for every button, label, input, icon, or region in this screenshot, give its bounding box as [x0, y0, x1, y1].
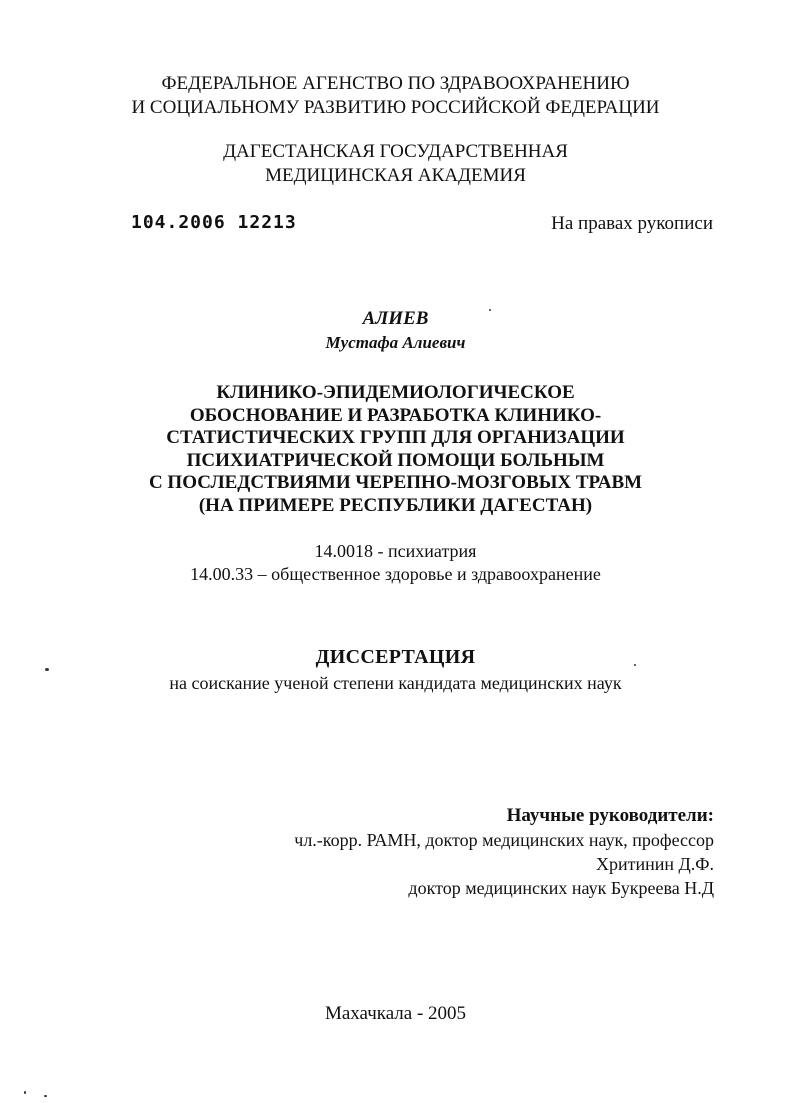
specialty-line: 14.0018 - психиатрия: [314, 541, 477, 561]
author-surname: АЛИЕВ: [362, 308, 429, 329]
rights-note: На правах рукописи: [551, 213, 713, 234]
scan-speck: [24, 1091, 26, 1094]
supervisor-line: Хритинин Д.Ф.: [595, 854, 714, 874]
dissertation-heading: ДИССЕРТАЦИЯ: [315, 646, 476, 668]
academy-line-1: ДАГЕСТАНСКАЯ ГОСУДАРСТВЕННАЯ: [223, 141, 568, 162]
author-name: Мустафа Алиевич: [325, 333, 466, 352]
author-block: [0, 306, 791, 354]
scan-speck: [634, 664, 636, 666]
title-line: ОБОСНОВАНИЕ И РАЗРАБОТКА КЛИНИКО-: [189, 404, 602, 426]
registration-number: 104.2006 12213: [131, 212, 297, 233]
dissertation-block: [0, 644, 791, 696]
dissertation-title: [0, 382, 791, 517]
supervisor-line: доктор медицинских наук Букреева Н.Д: [408, 878, 714, 898]
scan-speck: [489, 309, 491, 311]
footer-block: [0, 1002, 791, 1026]
title-line: (НА ПРИМЕРЕ РЕСПУБЛИКИ ДАГЕСТАН): [198, 494, 593, 516]
academy-line-2: МЕДИЦИНСКАЯ АКАДЕМИЯ: [265, 165, 526, 186]
dissertation-purpose: на соискание ученой степени кандидата медицинских наук: [169, 673, 622, 693]
supervisors-heading: Научные руководители:: [506, 805, 714, 826]
title-line: СТАТИСТИЧЕСКИХ ГРУПП ДЛЯ ОРГАНИЗАЦИИ: [166, 427, 625, 448]
specialties-block: [0, 540, 791, 586]
title-line: КЛИНИКО-ЭПИДЕМИОЛОГИЧЕСКОЕ: [216, 382, 575, 403]
scan-speck: [45, 668, 49, 671]
title-line: ПСИХИАТРИЧЕСКОЙ ПОМОЩИ БОЛЬНЫМ: [186, 449, 605, 471]
supervisor-line: чл.-корр. РАМН, доктор медицинских наук, профессор: [294, 830, 714, 850]
agency-block: [0, 72, 791, 120]
agency-line-2: И СОЦИАЛЬНОМУ РАЗВИТИЮ РОССИЙСКОЙ ФЕДЕРАЦИИ: [131, 97, 660, 118]
academy-block: [0, 140, 791, 188]
supervisors-block: [294, 804, 714, 900]
scan-speck: [44, 1095, 47, 1097]
agency-line-1: ФЕДЕРАЛЬНОЕ АГЕНСТВО ПО ЗДРАВООХРАНЕНИЮ: [161, 73, 630, 94]
specialty-line: 14.00.33 – общественное здоровье и здравоохранение: [190, 564, 601, 584]
title-line: С ПОСЛЕДСТВИЯМИ ЧЕРЕПНО-МОЗГОВЫХ ТРАВМ: [148, 472, 643, 493]
place-year: Махачкала - 2005: [324, 1003, 467, 1024]
